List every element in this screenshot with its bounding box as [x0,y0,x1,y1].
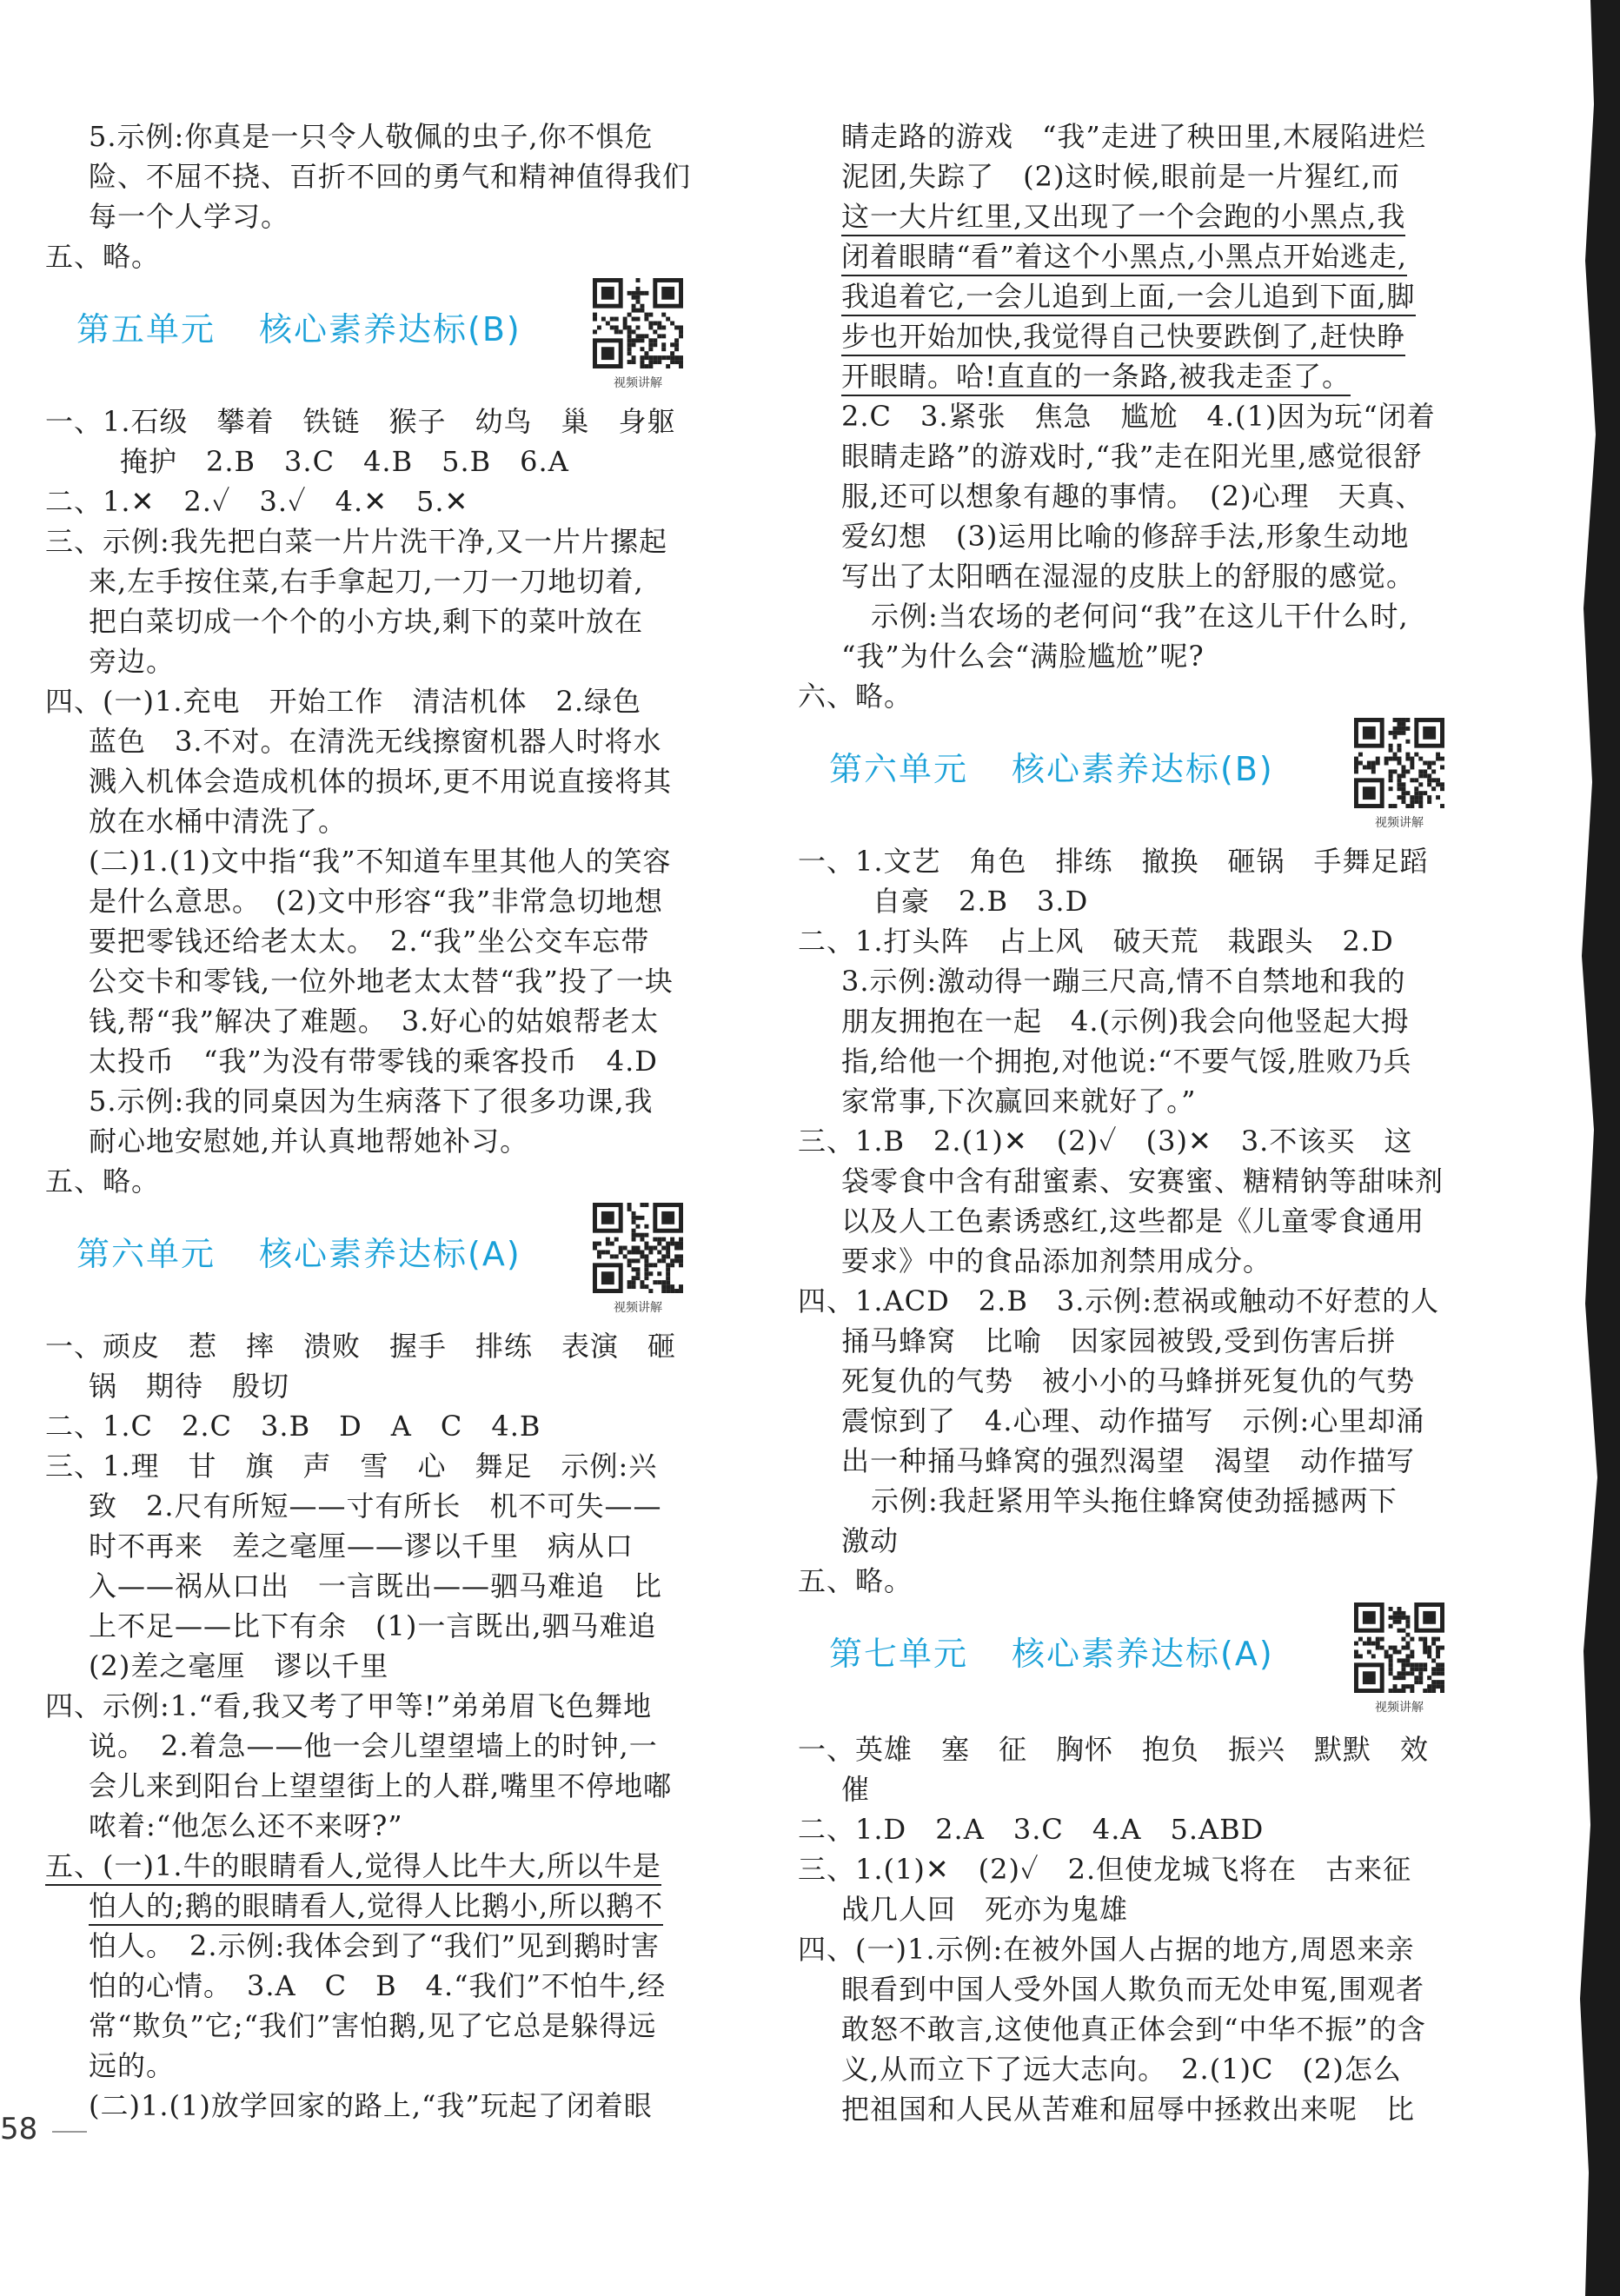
answer-line: 三、1.(1)✕ (2)✓ 2.但使龙城飞将在 古来征 [798,1853,1412,1886]
answer-line: (2)差之毫厘 谬以千里 [89,1649,389,1682]
answer-line: 来,左手按住菜,右手拿起刀,一刀一刀地切着, [89,565,644,598]
answer-line: 钱,帮“我”解决了难题。 3.好心的姑娘帮老太 [89,1005,660,1038]
qr-code-icon[interactable] [593,278,683,368]
answer-line: 敢怒不敢言,这使他真正体会到“中华不振”的含 [841,2013,1426,2046]
answer-line: 一、1.石级 攀着 铁链 猴子 幼鸟 巢 身躯 [45,405,676,438]
answer-line: 以及人工色素诱惑红,这些都是《儿童零食通用 [841,1204,1425,1238]
answer-line: (二)1.(1)文中指“我”不知道车里其他人的笑容 [89,845,672,878]
answer-line: 朋友拥抱在一起 4.(示例)我会向他竖起大拇 [841,1005,1410,1038]
answer-line: 开眼睛。哈!直直的一条路,被我走歪了。 [841,356,1351,396]
answer-line: 五、略。 [798,1564,913,1597]
answer-line: 时不再来 差之毫厘——谬以千里 病从口 [89,1530,634,1563]
answer-line: 战几人回 死亦为鬼雄 [841,1893,1129,1926]
answer-line: 一、英雄 塞 征 胸怀 抱负 振兴 默默 效 [798,1733,1430,1766]
answer-line: 闭着眼睛“看”着这个小黑点,小黑点开始逃走, [841,236,1407,276]
answer-line: 五、略。 [45,1165,161,1198]
answer-line: 爱幻想 (3)运用比喻的修辞手法,形象生动地 [841,520,1410,553]
answer-line: 死复仇的气势 被小小的马蜂拼死复仇的气势 [841,1364,1416,1397]
answer-line: 义,从而立下了远大志向。 2.(1)C (2)怎么 [841,2053,1402,2086]
answer-line: 2.C 3.紧张 焦急 尴尬 4.(1)因为玩“闭着 [841,400,1436,433]
answer-line: 怕人。 2.示例:我体会到了“我们”见到鹅时害 [89,1929,661,1962]
answer-line: 是什么意思。 (2)文中形容“我”非常急切地想 [89,885,664,918]
page-number: 58 [0,2112,38,2147]
answer-line: 四、示例:1.“看,我又考了甲等!”弟弟眉飞色舞地 [45,1689,653,1722]
answer-line: 写出了太阳晒在湿湿的皮肤上的舒服的感觉。 [841,560,1416,593]
answer-line: 服,还可以想象有趣的事情。 (2)心理 天真、 [841,480,1424,513]
answer-line: 太投币 “我”为没有带零钱的乘客投币 4.D [89,1045,658,1078]
answer-line: 蓝色 3.不对。在清洗无线擦窗机器人时将水 [89,725,662,758]
answer-line: 睛走路的游戏 “我”走进了秧田里,木屐陷进烂 [841,120,1426,153]
answer-line: 要求》中的食品添加剂禁用成分。 [841,1244,1272,1277]
answer-line: 这一大片红里,又出现了一个会跑的小黑点,我 [841,196,1405,236]
qr-code-icon[interactable] [1354,718,1444,808]
answer-line: 四、(一)1.充电 开始工作 清洁机体 2.绿色 [45,685,642,718]
answer-line: 袋零食中含有甜蜜素、安赛蜜、糖精钠等甜味剂 [841,1165,1444,1198]
unit-heading: 第七单元 核心素养达标(A) [829,1635,1274,1673]
answer-line: 一、顽皮 惹 摔 溃败 握手 排练 表演 砸 [45,1330,677,1363]
answer-line: 自豪 2.B 3.D [873,885,1089,918]
qr-caption: 视频讲解 [1375,1701,1424,1715]
answer-line: 掩护 2.B 3.C 4.B 5.B 6.A [120,445,569,478]
qr-caption: 视频讲解 [614,1301,662,1315]
answer-line: 三、1.B 2.(1)✕ (2)✓ (3)✕ 3.不该买 这 [798,1125,1413,1158]
answer-line: 放在水桶中清洗了。 [89,805,348,838]
answer-line: 催 [841,1773,871,1806]
answer-line: 激动 [841,1524,900,1557]
answer-line: 五、(一)1.牛的眼睛看人,觉得人比牛大,所以牛是 [45,1846,661,1886]
answer-line: 捅马蜂窝 比喻 因家园被毁,受到伤害后拼 [841,1324,1397,1357]
answer-line: 三、示例:我先把白菜一片片洗干净,又一片片摞起 [45,525,667,558]
unit-heading: 第六单元 核心素养达标(A) [76,1235,521,1273]
answer-line: 示例:当农场的老何问“我”在这儿干什么时, [871,600,1409,633]
answer-line: 险、不屈不挠、百折不回的勇气和精神值得我们 [89,160,692,193]
answer-line: 公交卡和零钱,一位外地老太太替“我”投了一块 [89,965,674,998]
answer-line: 要把零钱还给老太太。 2.“我”坐公交车忘带 [89,925,650,958]
answer-line: 溅入机体会造成机体的损坏,更不用说直接将其 [89,765,673,798]
answer-line: 3.示例:激动得一蹦三尺高,情不自禁地和我的 [841,965,1406,998]
answer-line: 说。 2.着急——他一会儿望望墙上的时钟,一 [89,1729,658,1762]
qr-caption: 视频讲解 [614,376,662,390]
answer-line: 四、1.ACD 2.B 3.示例:惹祸或触动不好惹的人 [798,1284,1440,1317]
answer-line: 一、1.文艺 角色 排练 撤换 砸锅 手舞足蹈 [798,845,1429,878]
answer-line: 二、1.C 2.C 3.B D A C 4.B [45,1410,541,1443]
answer-line: 常“欺负”它;“我们”害怕鹅,见了它总是躲得远 [89,2009,657,2042]
answer-line: 会儿来到阳台上望望街上的人群,嘴里不停地嘟 [89,1769,673,1802]
answer-line: 泥团,失踪了 (2)这时候,眼前是一片猩红,而 [841,160,1400,193]
answer-line: 眼睛走路”的游戏时,“我”走在阳光里,感觉很舒 [841,440,1423,473]
qr-code-icon[interactable] [1354,1603,1444,1693]
answer-line: 远的。 [89,2049,176,2082]
answer-line: 把祖国和人民从苦难和屈辱中拯救出来呢 比 [841,2093,1416,2126]
answer-line: 四、(一)1.示例:在被外国人占据的地方,周恩来亲 [798,1933,1415,1966]
answer-line: 上不足——比下有余 (1)一言既出,驷马难追 [89,1609,657,1642]
answer-line: 入——祸从口出 一言既出——驷马难追 比 [89,1569,663,1603]
answer-line: 指,给他一个拥抱,对他说:“不要气馁,胜败乃兵 [841,1045,1412,1078]
answer-line: 二、1.D 2.A 3.C 4.A 5.ABD [798,1813,1265,1846]
unit-heading: 第五单元 核心素养达标(B) [76,310,521,348]
answer-line: 二、1.打头阵 占上风 破天荒 栽跟头 2.D [798,925,1394,958]
answer-line: 锅 期待 殷切 [89,1370,290,1403]
answer-line: 耐心地安慰她,并认真地帮她补习。 [89,1125,529,1158]
answer-line: 每一个人学习。 [89,200,290,233]
qr-caption: 视频讲解 [1375,816,1424,830]
answer-line: 二、1.✕ 2.✓ 3.✓ 4.✕ 5.✕ [45,485,469,518]
unit-heading: 第六单元 核心素养达标(B) [829,750,1274,788]
page-number-dash [52,2131,87,2133]
answer-line: 三、1.理 甘 旗 声 雪 心 舞足 示例:兴 [45,1450,658,1483]
answer-line: 出一种捅马蜂窝的强烈渴望 渴望 动作描写 [841,1444,1416,1477]
answer-line: 把白菜切成一个个的小方块,剩下的菜叶放在 [89,605,644,638]
answer-line: 六、略。 [798,680,913,713]
qr-code-icon[interactable] [593,1203,683,1293]
answer-line: 怕的心情。 3.A C B 4.“我们”不怕牛,经 [89,1969,667,2002]
answer-line: 怕人的;鹅的眼睛看人,觉得人比鹅小,所以鹅不 [89,1886,663,1926]
answer-line: 眼看到中国人受外国人欺负而无处申冤,围观者 [841,1973,1425,2006]
answer-line: 我追着它,一会儿追到上面,一会儿追到下面,脚 [841,276,1416,316]
answer-line: 旁边。 [89,645,176,678]
answer-line: (二)1.(1)放学回家的路上,“我”玩起了闭着眼 [89,2089,653,2122]
answer-line: 致 2.尺有所短——寸有所长 机不可失—— [89,1490,662,1523]
answer-line: 震惊到了 4.心理、动作描写 示例:心里却涌 [841,1404,1425,1437]
answer-line: “我”为什么会“满脸尴尬”呢? [841,640,1205,673]
answer-line: 5.示例:我的同桌因为生病落下了很多功课,我 [89,1085,654,1118]
answer-line: 5.示例:你真是一只令人敬佩的虫子,你不惧危 [89,120,654,153]
answer-line: 示例:我赶紧用竿头拖住蜂窝使劲摇撼两下 [871,1484,1398,1517]
answer-line: 哝着:“他怎么还不来呀?” [89,1809,403,1842]
answer-line: 步也开始加快,我觉得自己快要跌倒了,赶快睁 [841,316,1405,356]
torn-page-edge [1550,0,1620,2296]
answer-line: 五、略。 [45,240,161,273]
answer-line: 家常事,下次赢回来就好了。” [841,1085,1197,1118]
